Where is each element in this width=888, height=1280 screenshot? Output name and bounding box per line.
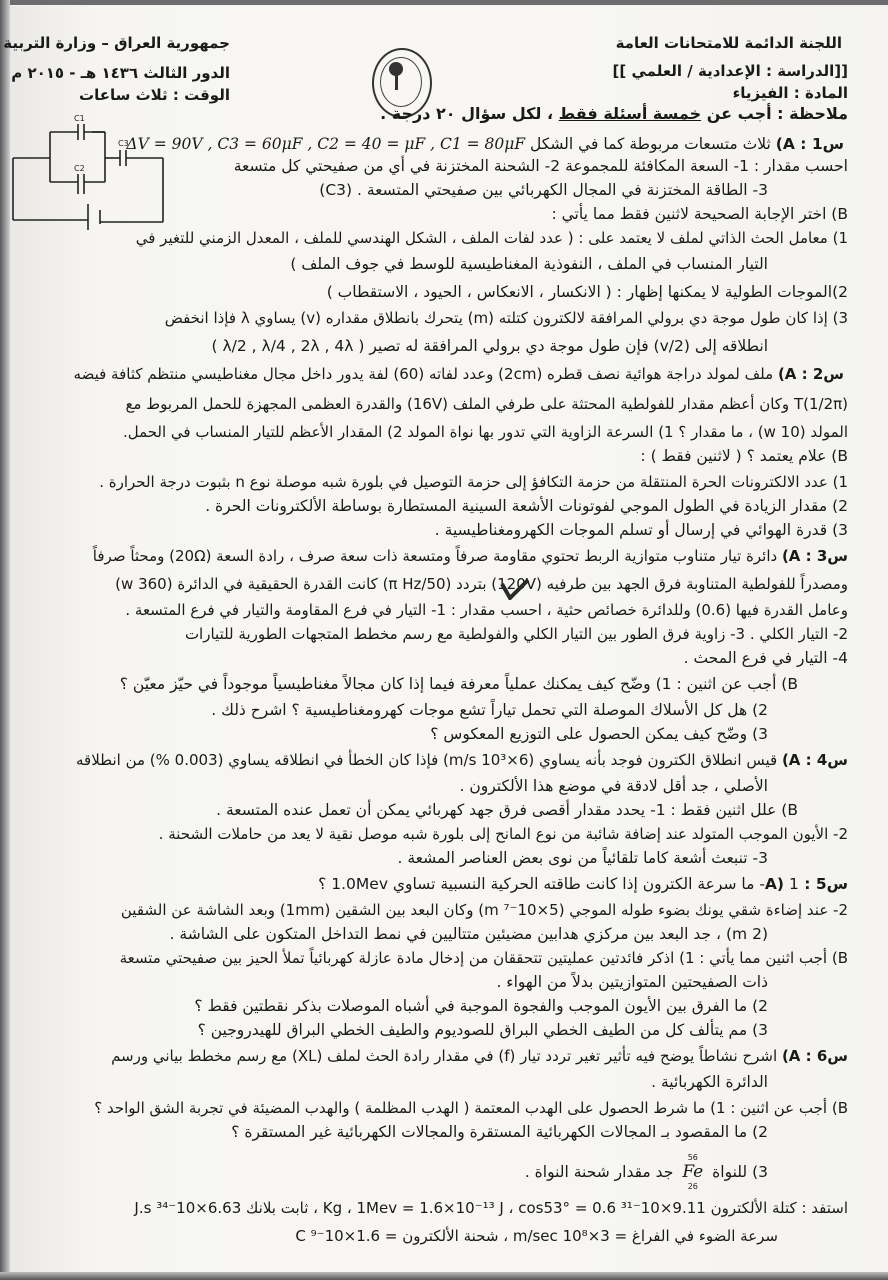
q5-label: س5 : A) [764, 875, 848, 893]
study-type: [[الدراسة : الإعدادية / العلمي ]] [612, 62, 848, 80]
q4-part-a: س4 : A) قيس انطلاق الكترون فوجد بأنه يساوي (6×10³ m/s) فإذا كان الخطأ في انطلاقه يساوي (0.003 %) من انطلاقه [76, 751, 848, 769]
q2-b1: 1) عدد الالكترونات الحرة المنتقلة من حزمة التكافؤ إلى حزمة التوصيل في بلورة شبه موصلة نوع n بثبوت درجة الحرارة . [99, 473, 848, 491]
q3-part-a: س3 : A) دائرة تيار متناوب متوازية الربط تحتوي مقاومة صرفاً ومتسعة ذات سعة صرف ، رادة السعة (20Ω) ومحثاً صرفاً [92, 547, 848, 565]
label-c2: C2 [74, 164, 85, 173]
q3-a-line5: 4- التيار في فرع المحث . [683, 649, 848, 667]
q4-b2: 2- الأيون الموجب المتولد عند إضافة شائبة من نوع المانح إلى بلورة شبه موصل نقية لا يعد من حاملات الشحنة . [158, 825, 848, 843]
q5-a-line2: 2- عند إضاءة شقي يونك بضوء طوله الموجي (5×10⁻⁷ m) وكان البعد بين الشقين (1mm) وبعد الشاشة عن الشقين [120, 901, 848, 919]
q4-b3: 3- تنبعث أشعة كاما تلقائياً من نوى بعض العناصر المشعة . [397, 849, 768, 867]
label-c1: C1 [74, 114, 85, 123]
q1-b1-line1: 1) معامل الحث الذاتي لملف لا يعتمد على : ( عدد لفات الملف ، الشكل الهندسي للملف ، المعدل الزمني للتغير في [135, 229, 848, 247]
q5-b1-line2: ذات الصفيحتين المتوازيتين بدلاً من الهواء . [496, 973, 768, 991]
exam-note: ملاحظة : أجب عن خمسة أسئلة فقط ، لكل سؤال ٢٠ درجة . [380, 104, 848, 123]
q2-b3: 3) قدرة الهوائي في إرسال أو تسلم الموجات الكهرومغناطيسية . [434, 521, 848, 539]
fe-nuclide: 56 Fe 26 [682, 1153, 704, 1191]
q6-b1: B) أجب عن اثنين : 1) ما شرط الحصول على الهدب المعتمة ( الهدب المظلمة ) والهدب المضيئة في تجربة الشق الواحد ؟ [94, 1099, 848, 1117]
q3-label: س3 : A) [781, 547, 848, 565]
note-five-questions: خمسة أسئلة فقط [558, 104, 702, 123]
capacitor-circuit-diagram [8, 112, 168, 232]
q1-b1-line2: التيار المنساب في الملف ، النفوذية المغناطيسية للوسط في جوف الملف ) [290, 255, 768, 273]
q3-a-line2: ومصدراً للفولطية المتناوبة فرق الجهد بين طرفيه (120V) بتردد (50/π Hz) كانت القدرة الحقيقية في الدائرة (360 w) [115, 575, 848, 593]
q1-part-a: س1 : A) ثلاث متسعات مربوطة كما في الشكل ΔV = 90V , C3 = 60μF , C2 = 40 = μF , C1 = 80μF [126, 135, 844, 153]
q5-part-a: س5 : A) 1- ما سرعة الكترون إذا كانت طاقته الحركية النسبية تساوي 1.0Mev ؟ [318, 875, 848, 893]
q1-b-head: B) اختر الإجابة الصحيحة لاثنين فقط مما يأتي : [551, 205, 848, 223]
q1-values: ΔV = 90V , C3 = 60μF , C2 = 40 = μF , C1 = 80μF [126, 135, 526, 153]
q1-b2: 2)الموجات الطولية لا يمكنها إظهار : ( الانكسار ، الانعكاس ، الحيود ، الاستقطاب ) [326, 283, 848, 301]
q1-label: س1 : A) [775, 135, 844, 153]
q5-a-line3: (2 m) ، جد البعد بين مركزي هدابين مضيئين متتاليين في نمط التداخل المتكون على الشاشة . [169, 925, 768, 943]
constants-line1: استفد : كتلة الألكترون 9.11×10⁻³¹ Kg ، 1Mev = 1.6×10⁻¹³ J ، cos53° = 0.6 ، ثابت بلانك 6.63×10⁻³⁴ J.s [134, 1199, 848, 1217]
q1-b3-line2: انطلاقه إلى (v/2) فإن طول موجة دي برولي المرافقة له تصير ( λ/2 , λ/4 , 2λ , 4λ ) [211, 337, 768, 355]
q1-a-line3: 3- الطاقة المختزنة في المجال الكهربائي بين صفيحتي المتسعة . (C3) [319, 181, 768, 199]
constants-line2: سرعة الضوء في الفراغ = 3×10⁸ m/sec ، شحنة الألكترون = 1.6×10⁻⁹ C [295, 1227, 778, 1245]
q5-b2: 2) ما الفرق بين الأيون الموجب والفجوة الموجبة في أشباه الموصلات بذكر نقطتين فقط ؟ [194, 997, 768, 1015]
exam-duration: الوقت : ثلاث ساعات [79, 86, 230, 104]
q3-b1: B) أجب عن اثنين : 1) وضّح كيف يمكنك عملياً معرفة فيما إذا كان مجالاً مغناطيسياً موجوداً في حيّز معيّن ؟ [119, 675, 798, 693]
q3-b2: 2) هل كل الأسلاك الموصلة التي تحمل تياراً تشع موجات كهرومغناطيسية ؟ اشرح ذلك . [211, 701, 768, 719]
q6-part-a: س6 : A) اشرح نشاطاً يوضح فيه تأثير تغير تردد تيار (f) في مقدار رادة الحث لملف (XL) مع رسم مخطط بياني ورسم [111, 1047, 848, 1065]
committee-title: اللجنة الدائمة للامتحانات العامة [615, 34, 842, 52]
q3-a-line3: وعامل القدرة فيها (0.6) وللدائرة خصائص حثية ، احسب مقدار : 1- التيار في فرع المقاومة والتيار في فرع المتسعة . [125, 601, 848, 619]
palm-trunk-icon [395, 74, 398, 90]
handwritten-check-icon [500, 578, 530, 600]
q2-b2: 2) مقدار الزيادة في الطول الموجي لفوتونات الأشعة السينية المستطارة بوساطة الألكترونات الحرة . [205, 497, 848, 515]
q4-b-head: B) علل اثنين فقط : 1- يحدد مقدار أقصى فرق جهد كهربائي يمكن أن تعمل عنده المتسعة . [216, 801, 798, 819]
q2-part-a: س2 : A) ملف لمولد دراجة هوائية نصف قطره (2cm) وعدد لفاته (60) لفة يدور داخل مجال مغناطيسي منتظم كثافة فيضه [73, 365, 844, 383]
scan-edge-top [0, 0, 888, 5]
ministry-title: جمهورية العراق – وزارة التربية [3, 34, 230, 52]
scan-edge-bottom [0, 1272, 888, 1280]
q4-label: س4 : A) [781, 751, 848, 769]
q2-a-line2: (1/2π)T وكان أعظم مقدار للفولطية المحتثة على طرفي الملف (16V) والقدرة العظمى المجهزة للحمل المربوط مع [125, 395, 848, 413]
q2-a-line3: المولد (10 w) ، ما مقدار ؟ 1) السرعة الزاوية التي تدور بها نواة المولد 2) المقدار الأعظم للتيار المنساب في الحمل. [122, 423, 848, 441]
exam-round: الدور الثالث ١٤٣٦ هـ - ٢٠١٥ م [11, 64, 230, 82]
q4-a-line2: الأصلي ، جد أقل لادقة في موضع هذا الألكترون . [459, 777, 768, 795]
q5-b3: 3) مم يتألف كل من الطيف الخطي البراق للصوديوم والطيف الخطي البراق للهيدروجين ؟ [197, 1021, 768, 1039]
q6-b3: 3) للنواة 56 Fe 26 جد مقدار شحنة النواة . [524, 1153, 768, 1191]
q6-label: س6 : A) [781, 1047, 848, 1065]
label-c3: C3 [118, 139, 129, 148]
q1-b3-line1: 3) إذا كان طول موجة دي برولي المرافقة لالكترون كتلته (m) يتحرك بانطلاق مقداره (v) يساوي λ فإذا انخفض [164, 309, 848, 327]
q5-b1-line1: B) أجب اثنين مما يأتي : 1) اذكر فائدتين عمليتين تتحققان من إدخال مادة عازلة كهربائياً تملأ الحيز بين صفيحتي متسعة [119, 949, 848, 967]
subject-label: المادة : الفيزياء [732, 84, 848, 102]
q6-b2: 2) ما المقصود بـ المجالات الكهربائية المستقرة والمجالات الكهربائية غير المستقرة ؟ [231, 1123, 768, 1141]
q2-label: س2 : A) [777, 365, 844, 383]
q6-a-line2: الدائرة الكهربائية . [651, 1073, 768, 1091]
q2-b-head: B) علام يعتمد ؟ ( لاثنين فقط ) : [640, 447, 848, 465]
q3-b3: 3) وضّح كيف يمكن الحصول على التوزيع المعكوس ؟ [430, 725, 768, 743]
q1-a-line2: احسب مقدار : 1- السعة المكافئة للمجموعة 2- الشحنة المختزنة في أي من صفيحتي كل متسعة [233, 157, 848, 175]
q3-a-line4: 2- التيار الكلي . 3- زاوية فرق الطور بين التيار الكلي والفولطية مع رسم مخطط المتجهات الطورية للتيارات [184, 625, 848, 643]
